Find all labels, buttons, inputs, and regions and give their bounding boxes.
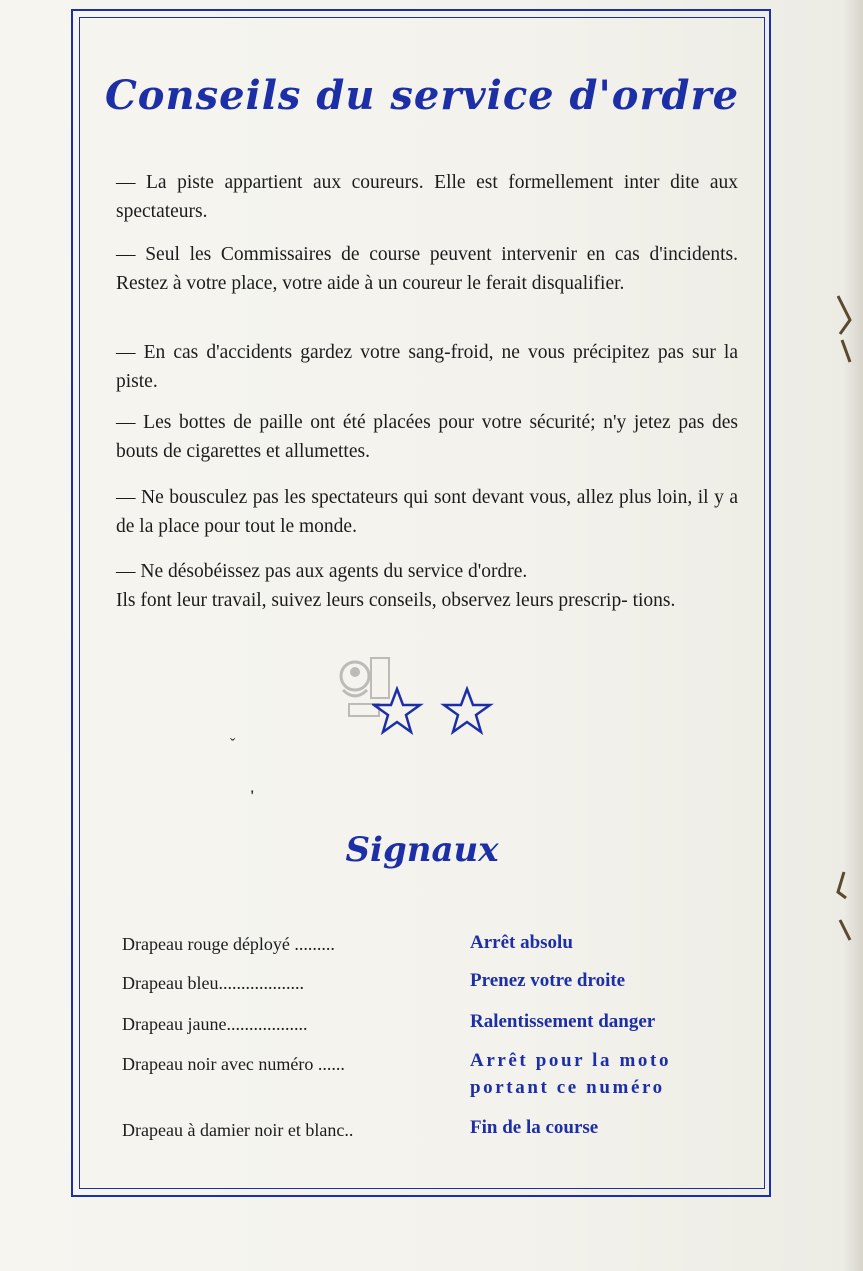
staple-icon — [830, 868, 854, 948]
signal-flag-label: Drapeau jaune.................. — [122, 1014, 308, 1034]
advice-paragraph-5: — Ne bousculez pas les spectateurs qui sont devant vous, allez plus loin, il y a de la place pour tout le monde. — [116, 487, 738, 537]
advice-paragraph-6: — Ne désobéissez pas aux agents du service d'ordre. — [116, 561, 528, 582]
advice-paragraph-7: Ils font leur travail, suivez leurs conseils, observez leurs prescrip- tions. — [116, 590, 676, 611]
signal-meaning: Arrêt absolu — [470, 932, 573, 953]
star-icon — [444, 689, 490, 732]
signal-flag-label: Drapeau à damier noir et blanc.. — [122, 1120, 354, 1140]
advice-paragraph-4: — Les bottes de paille ont été placées pour votre sécurité; n'y jetez pas des bouts de cigarettes et allumettes. — [116, 412, 738, 462]
signal-meaning-continued: portant ce numéro — [470, 1077, 665, 1098]
signal-flag-label: Drapeau rouge déployé ......... — [122, 934, 335, 954]
page-edge-shadow — [843, 0, 863, 1271]
signals-heading: Signaux — [345, 830, 499, 870]
star-icon — [374, 689, 420, 732]
signal-flag-label: Drapeau noir avec numéro ...... — [122, 1054, 345, 1074]
signal-meaning: Prenez votre droite — [470, 970, 626, 991]
signal-meaning: Fin de la course — [470, 1117, 599, 1138]
page-title: Conseils du service d'ordre — [104, 72, 740, 119]
advice-paragraph-3: — En cas d'accidents gardez votre sang-froid, ne vous précipitez pas sur la piste. — [116, 342, 738, 392]
staple-icon — [832, 290, 856, 370]
signal-flag-label: Drapeau bleu................... — [122, 973, 304, 993]
signal-meaning: Ralentissement danger — [470, 1011, 656, 1032]
ink-speck: ˇ — [230, 736, 236, 753]
advice-paragraph-2: — Seul les Commissaires de course peuvent intervenir en cas d'incidents. Restez à votre place, votre aide à un coureur le ferait disqualifier. — [116, 244, 738, 294]
stars-ornament — [372, 686, 502, 736]
ink-speck: ' — [250, 788, 255, 805]
signal-meaning: Arrêt pour la moto — [470, 1050, 672, 1071]
advice-paragraph-1: — La piste appartient aux coureurs. Elle est formellement inter dite aux spectateurs. — [116, 172, 738, 222]
